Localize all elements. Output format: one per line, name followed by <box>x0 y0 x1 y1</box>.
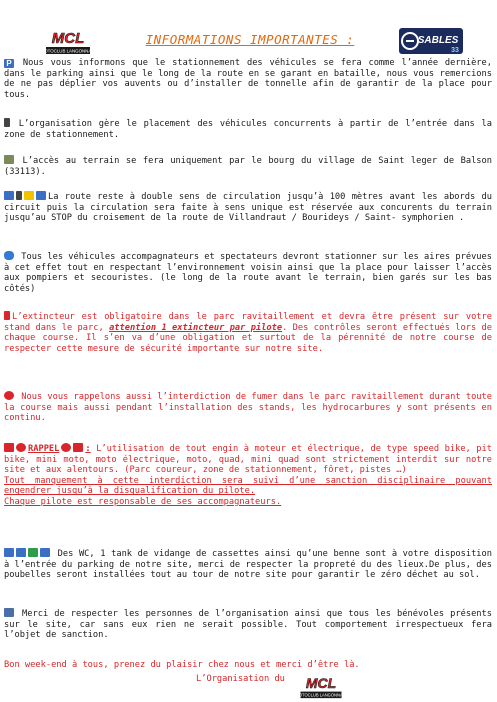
no-entry-icon <box>4 391 14 400</box>
people-icon <box>16 548 26 557</box>
sanction-warning: Tout manquement à cette interdiction sera suivi d’une sanction disciplinaire pouvant engendrer jusqu’à la disqualification du pilote. <box>4 475 492 497</box>
paragraph-parking: P Nous vous informons que le stationnement des véhicules se fera comme l’année dernière, dans le parking ainsi que le long de la route en se garant en bataille, nous vous remercions de ne pas déplier vos auvents ou d’installer de tonnelle afin de garantir de la place pour tous. <box>4 58 492 100</box>
wc-icon <box>4 548 14 557</box>
signature-text: L’Organisation du <box>196 674 285 684</box>
no-entry-icon <box>16 443 26 452</box>
closing-message: Bon week-end à tous, prenez du plaisir chez nous et merci d’être là. <box>4 660 360 670</box>
arrow-icon <box>36 191 46 200</box>
sables-logo <box>398 27 464 55</box>
svg-text:33: 33 <box>451 47 459 54</box>
paragraph-rappel: RAPPEL : L’utilisation de tout engin à moteur et électrique, de type speed bike, pit bike, mini moto, moto électrique, moto, quad, mini quad sont strictement interdit sur notre site et aux alentours. (Parc coureur, zone de stationnement, fôret, pistes …) Tout manquement à cette interdiction sera suivi d’une sanction disciplinaire pouvant engendrer jusqu’à la disqualification du pilote. Chaque pilote est responsable de ses accompagnateurs. <box>4 444 492 507</box>
road-icon <box>4 155 14 164</box>
warning-icon <box>24 191 34 200</box>
paragraph-placement: L’organisation gère le placement des véhicules concurrents à partir de l’entrée dans la zone de stationnement. <box>4 119 492 140</box>
paragraph-vehicles: Tous les véhicules accompagnateurs et spectateurs devront stationner sur les aires prévues à cet effet tout en respectant l’environnement voisin ainsi que la place pour laisser l’accès aux pompiers et secouristes. (le long de la route avant le terrain, bien garés sur les bas côtés) <box>4 252 492 294</box>
siren-icon <box>73 443 83 452</box>
extinguisher-warning: attention 1 extincteur par pilote <box>109 322 283 333</box>
paragraph-extinguisher: L’extincteur est obligatoire dans le parc ravitaillement et devra être présent sur votre stand dans le parc, attention 1 extincteur par pilote. Des contrôles seront effectués lors de chaque course. Il s’en va d’une obligation et surtout de la pérennité de notre course de respecter cette mesure de sécurité importante sur notre site. <box>4 312 492 354</box>
svg-text:MOTOCLUB LANGONNAIS: MOTOCLUB LANGONNAIS <box>40 48 96 54</box>
svg-text:MCL: MCL <box>305 674 337 691</box>
arrow-icon <box>4 191 14 200</box>
paragraph-smoking: Nous vous rappelons aussi l’interdiction de fumer dans le parc ravitaillement durant toute la course mais aussi pendant l’installation des stands, les hydrocarbures y sont présents en continu. <box>4 392 492 424</box>
svg-text:MOTOCLUB LANGONNAIS: MOTOCLUB LANGONNAIS <box>295 692 347 698</box>
rappel-label: RAPPEL <box>28 444 60 454</box>
traffic-light-icon <box>16 191 22 200</box>
people-icon <box>4 608 14 617</box>
extinguisher-icon <box>4 311 10 320</box>
traffic-light-icon <box>4 118 10 127</box>
car-icon <box>4 251 14 260</box>
responsibility-note: Chaque pilote est responsable de ses accompagnateurs. <box>4 496 282 507</box>
paragraph-access: L’accès au terrain se fera uniquement par le bourg du village de Saint leger de Balson (33113). <box>4 156 492 177</box>
no-entry-icon <box>61 443 71 452</box>
recycle-icon <box>28 548 38 557</box>
paragraph-traffic: La route reste à double sens de circulation jusqu’à 100 mètres avant les abords du circuit puis la circulation sera faite à sens unique est réservée aux concurents du terrain jusqu’au STOP du croisement de la route de Villandraut / Bourideys / Saint- symphorien . <box>4 192 492 224</box>
parking-icon: P <box>4 59 14 68</box>
siren-icon <box>4 443 14 452</box>
page-title: INFORMATIONS IMPORTANTES : <box>145 32 355 47</box>
header <box>0 14 497 54</box>
paragraph-facilities: Des WC, 1 tank de vidange de cassettes ainsi qu’une benne sont à votre disposition à l’entrée du parking de notre site, merci de respecter la propreté du des lieux.De plus, des poubelles seront installées tout au tour de notre site pour garantir le zéro déchet au sol. <box>4 549 492 581</box>
svg-text:SABLES: SABLES <box>417 35 459 46</box>
people-icon <box>40 548 50 557</box>
paragraph-respect: Merci de respecter les personnes de l’organisation ainsi que tous les bénévoles présents sur le site, car sans eux rien ne serait possible. Tout comportement irrespectueux fera l’objet de sanction. <box>4 609 492 641</box>
motoclub-langonnais-logo-small <box>295 672 347 700</box>
motoclub-langonnais-logo <box>40 26 96 56</box>
svg-text:MCL: MCL <box>51 30 85 47</box>
